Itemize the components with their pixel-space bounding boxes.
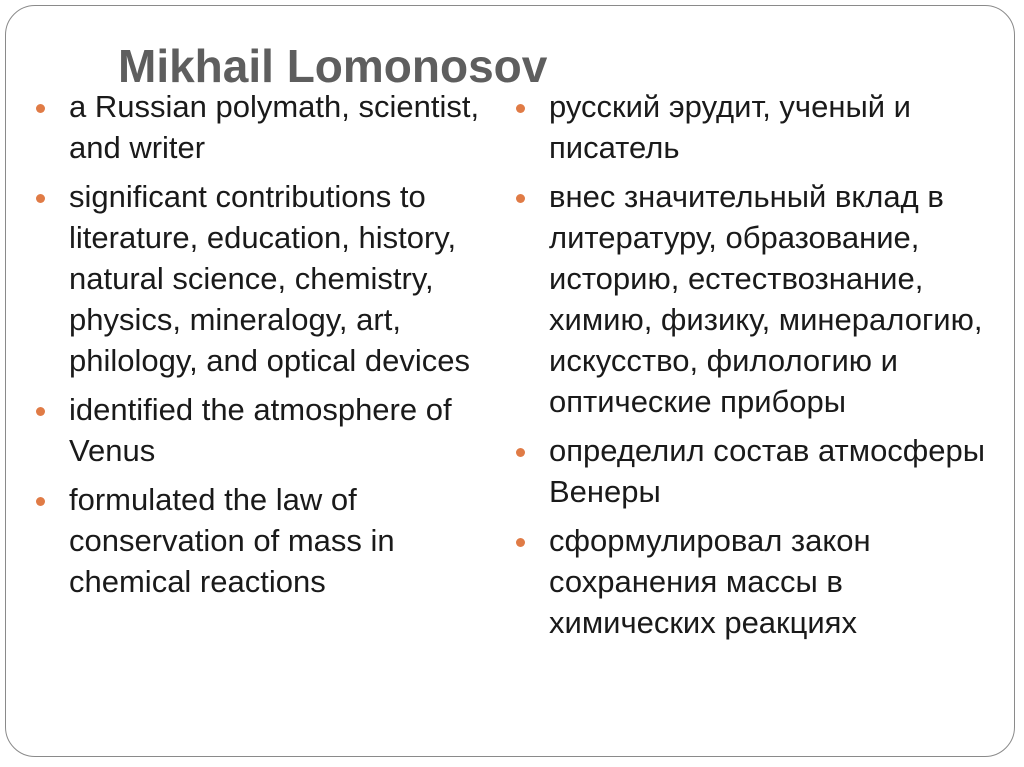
bullet-text-ru: русский эрудит, ученый и писатель <box>549 89 911 165</box>
bullet-item-ru <box>514 176 994 422</box>
bullet-item-ru <box>514 86 994 168</box>
bullet-dot-icon <box>516 194 525 203</box>
bullet-dot-icon <box>516 448 525 457</box>
bullet-item-en <box>34 479 514 602</box>
russian-bullet-list <box>514 86 994 651</box>
bullet-dot-icon <box>36 407 45 416</box>
bullet-item-en <box>34 86 514 168</box>
bullet-item-en <box>34 176 514 381</box>
bullet-item-ru <box>514 430 994 512</box>
bullet-text-ru: внес значительный вклад в литературу, образование, историю, естествознание, химию, физику, минералогию, искусство, филологию и оптические приборы <box>549 179 983 419</box>
bullet-dot-icon <box>516 104 525 113</box>
bullet-text-en: significant contributions to literature, education, history, natural science, chemistry, physics, mineralogy, art, philology, and optical devices <box>69 179 470 378</box>
bullet-dot-icon <box>36 194 45 203</box>
bullet-text-en: formulated the law of conservation of mass in chemical reactions <box>69 482 395 599</box>
bullet-dot-icon <box>516 538 525 547</box>
english-bullet-list <box>34 86 514 610</box>
slide-frame <box>5 5 1015 757</box>
slide-title: Mikhail Lomonosov <box>118 40 548 92</box>
bullet-item-en <box>34 389 514 471</box>
bullet-text-ru: сформулировал закон сохранения массы в химических реакциях <box>549 523 871 640</box>
bullet-text-en: identified the atmosphere of Venus <box>69 392 452 468</box>
bullet-item-ru <box>514 520 994 643</box>
bullet-dot-icon <box>36 497 45 506</box>
bullet-dot-icon <box>36 104 45 113</box>
bullet-text-ru: определил состав атмосферы Венеры <box>549 433 986 509</box>
bullet-text-en: a Russian polymath, scientist, and writer <box>69 89 480 165</box>
